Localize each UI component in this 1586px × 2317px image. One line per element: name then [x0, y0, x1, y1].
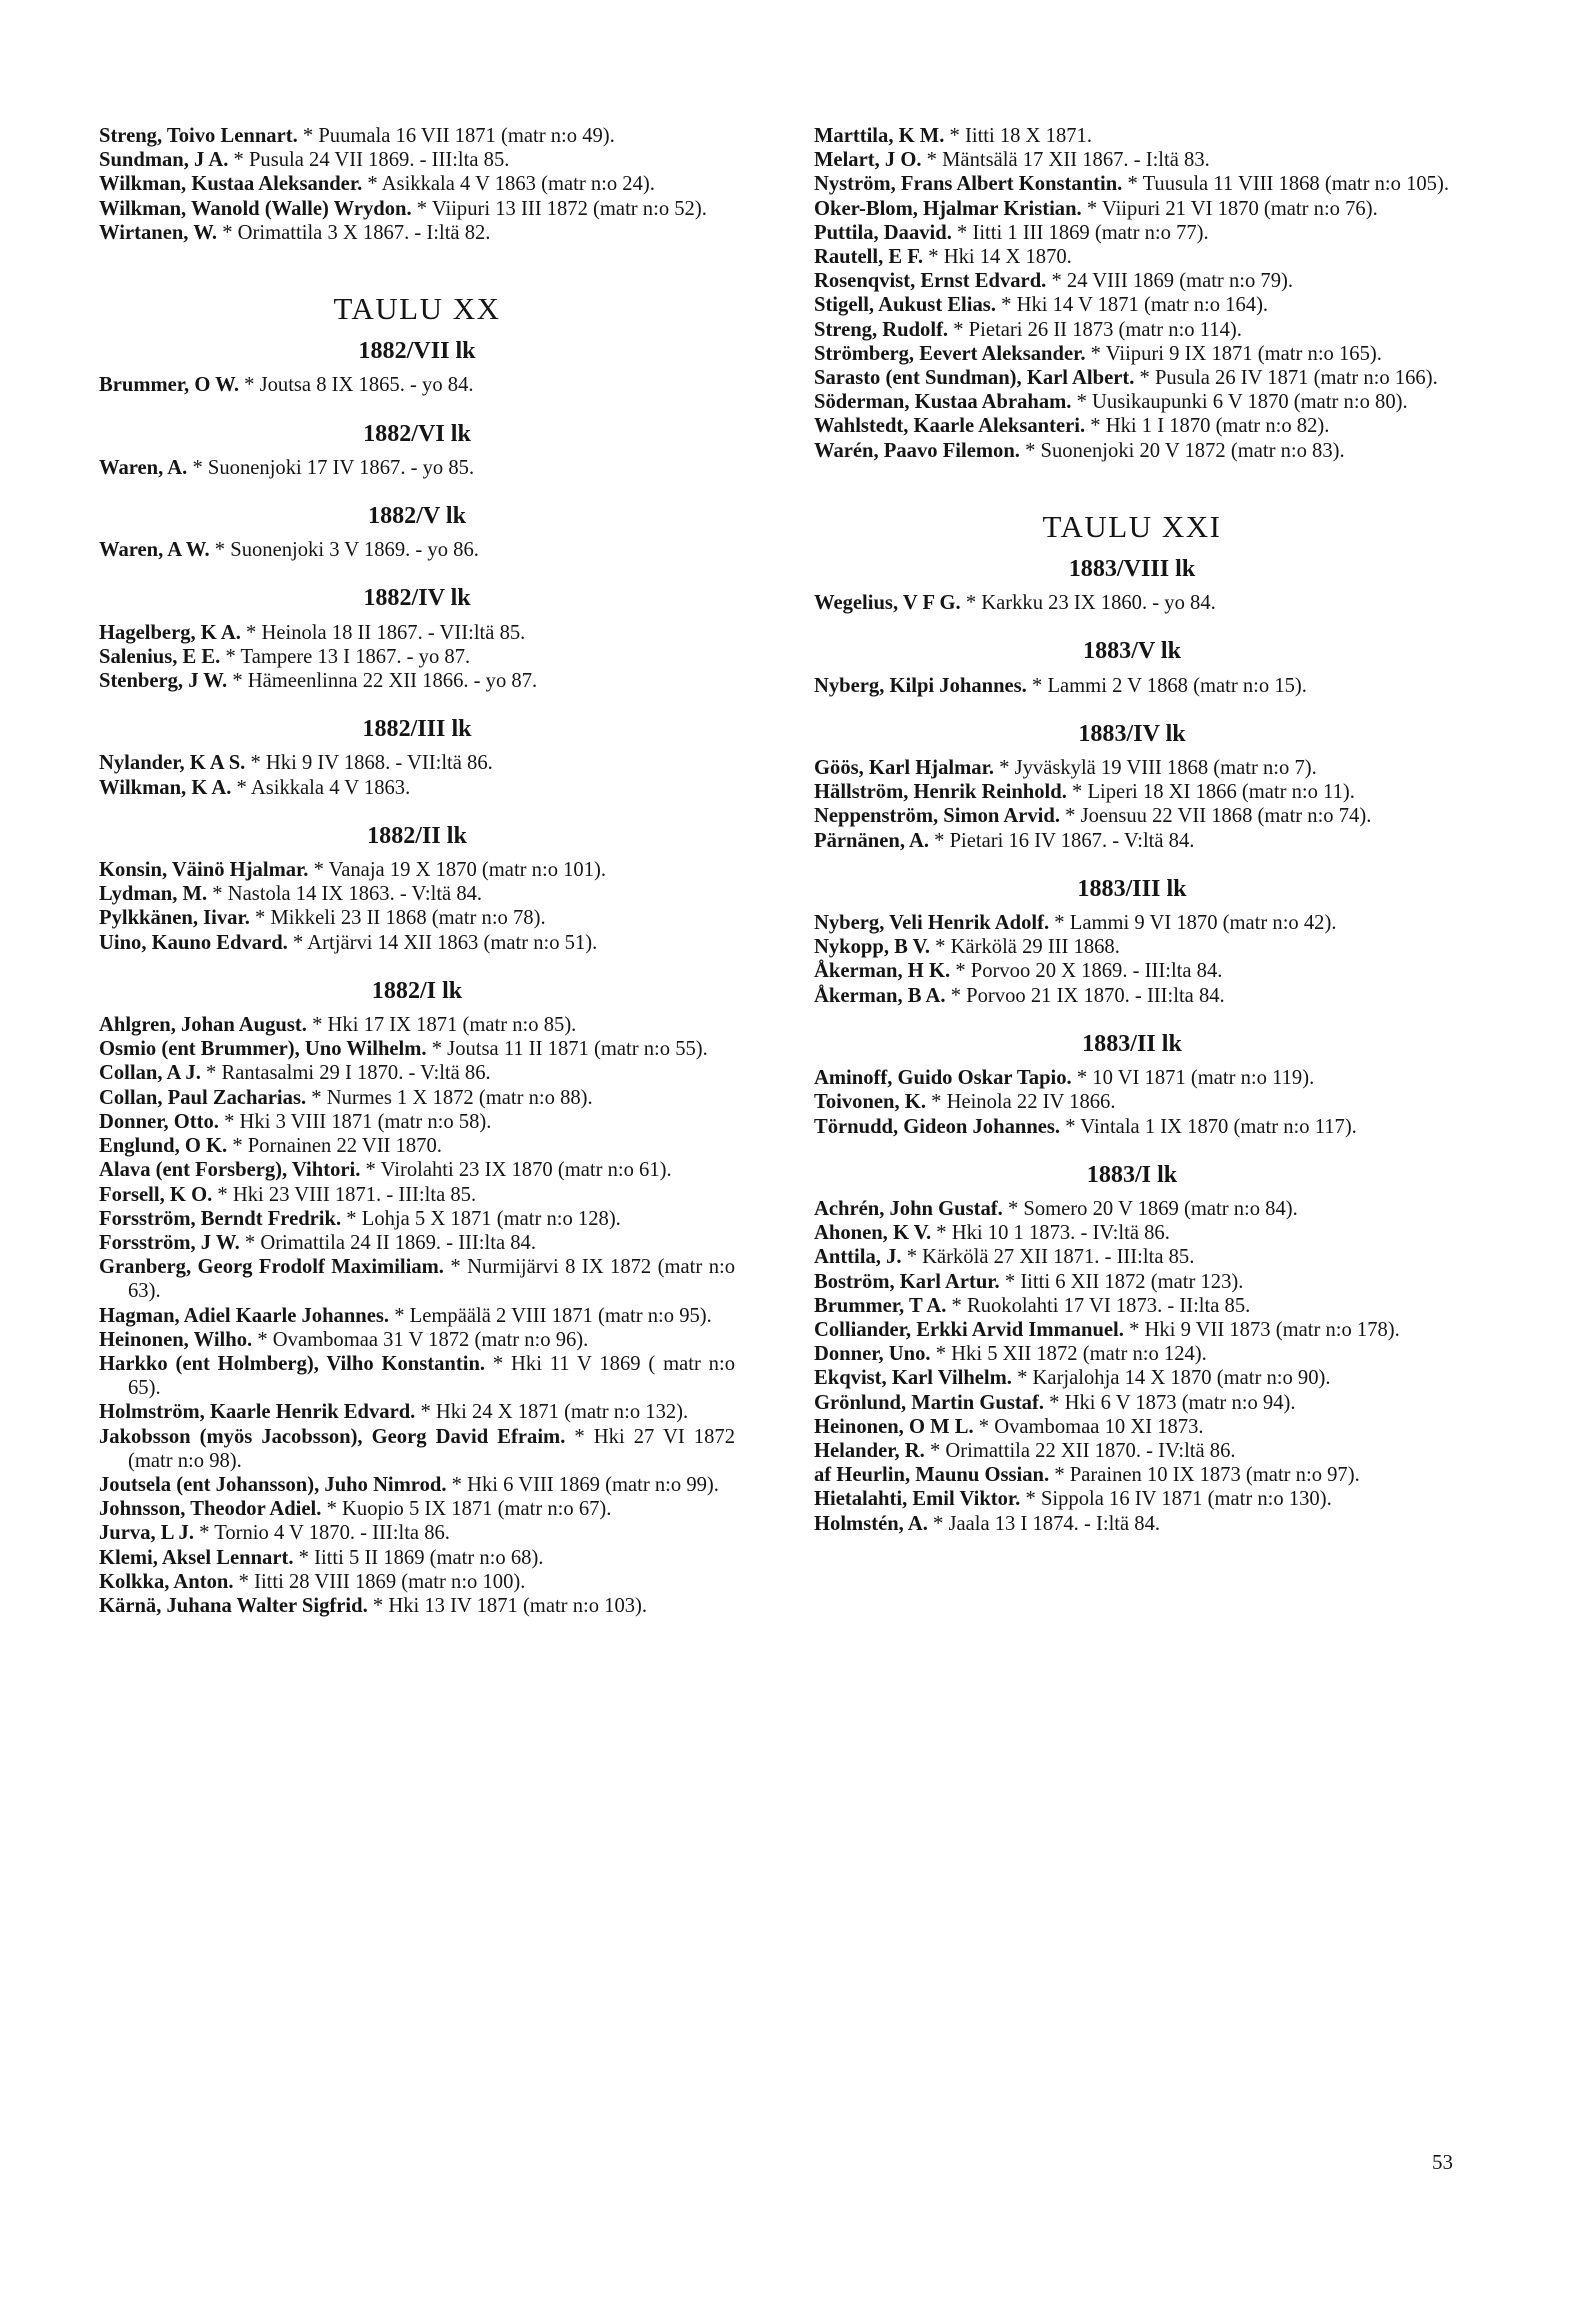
roster-entry	[99, 1231, 735, 1255]
student-details: * Uusikaupunki 6 V 1870 (matr n:o 80).	[1076, 391, 1408, 414]
student-details: * Tuusula 11 VIII 1868 (matr n:o 105).	[1127, 173, 1449, 196]
roster-entry	[99, 776, 735, 800]
student-details: * Artjärvi 14 XII 1863 (matr n:o 51).	[293, 931, 598, 954]
student-name: Brummer, T A.	[814, 1294, 947, 1317]
student-details: * Jaala 13 I 1874. - I:ltä 84.	[933, 1512, 1161, 1535]
student-details: * Hki 9 IV 1868. - VII:ltä 86.	[250, 752, 493, 775]
roster-entry	[814, 1221, 1450, 1245]
roster-entry	[814, 439, 1450, 463]
student-name: Waren, A W.	[99, 539, 210, 562]
student-name: Wahlstedt, Kaarle Aleksanteri.	[814, 415, 1086, 438]
student-details: * Hki 13 IV 1871 (matr n:o 103).	[372, 1594, 648, 1617]
student-name: Åkerman, B A.	[814, 984, 946, 1007]
student-details: * Iitti 5 II 1869 (matr n:o 68).	[298, 1546, 544, 1569]
roster-entry	[99, 373, 735, 397]
roster-entry	[814, 959, 1450, 983]
student-details: * Pusula 26 IV 1871 (matr n:o 166).	[1139, 367, 1438, 390]
roster-entry	[99, 1328, 735, 1352]
student-details: * 24 VIII 1869 (matr n:o 79).	[1051, 270, 1294, 293]
student-name: Anttila, J.	[814, 1246, 902, 1269]
roster-entry	[99, 197, 735, 221]
student-name: Johnsson, Theodor Adiel.	[99, 1498, 322, 1521]
roster-entry	[99, 882, 735, 906]
student-details: * Viipuri 21 VI 1870 (matr n:o 76).	[1086, 197, 1378, 220]
roster-entry	[814, 1439, 1450, 1463]
student-name: Streng, Rudolf.	[814, 318, 949, 341]
student-details: * Somero 20 V 1869 (matr n:o 84).	[1007, 1197, 1298, 1220]
roster-entry	[99, 1521, 735, 1545]
student-details: * Hki 9 VII 1873 (matr n:o 178).	[1129, 1318, 1400, 1341]
student-name: Hällström, Henrik Reinhold.	[814, 781, 1067, 804]
student-details: * Hki 14 V 1871 (matr n:o 164).	[1001, 294, 1269, 317]
roster-entry	[814, 674, 1450, 698]
student-name: Sarasto (ent Sundman), Karl Albert.	[814, 367, 1135, 390]
roster-entry	[814, 124, 1450, 148]
roster-entry	[99, 172, 735, 196]
student-name: Salenius, E E.	[99, 645, 221, 668]
class-heading: 1882/I lk	[371, 977, 463, 1004]
roster-entry	[99, 858, 735, 882]
student-name: Heinonen, O M L.	[814, 1415, 974, 1438]
student-details: * Hki 23 VIII 1871. - III:lta 85.	[217, 1183, 477, 1206]
student-details: * Kärkölä 29 III 1868.	[935, 936, 1120, 959]
student-details: * Orimattila 3 X 1867. - I:ltä 82.	[222, 221, 491, 244]
roster-entry	[814, 1487, 1450, 1511]
student-name: Wilkman, K A.	[99, 776, 232, 799]
student-name: Marttila, K M.	[814, 125, 945, 147]
roster-entry	[814, 1512, 1450, 1536]
student-name: Pylkkänen, Iivar.	[99, 907, 250, 930]
student-name: Helander, R.	[814, 1439, 925, 1462]
student-name: Uino, Kauno Edvard.	[99, 931, 288, 954]
student-details: * Hki 6 VIII 1869 (matr n:o 99).	[451, 1473, 719, 1496]
student-details: * Hki 27 VI 1872 (matr n:o 98).	[128, 1425, 735, 1472]
student-details: * Joensuu 22 VII 1868 (matr n:o 74).	[1065, 805, 1372, 828]
roster-entry	[99, 1352, 735, 1400]
student-name: Achrén, John Gustaf.	[814, 1197, 1003, 1220]
class-heading: 1882/II lk	[367, 822, 467, 849]
roster-entry	[814, 148, 1450, 172]
roster-entry	[99, 906, 735, 930]
roster-entry	[814, 1391, 1450, 1415]
student-details: * Ruokolahti 17 VI 1873. - II:lta 85.	[951, 1294, 1251, 1317]
student-details: * Viipuri 9 IX 1871 (matr n:o 165).	[1090, 342, 1382, 365]
student-name: Hagelberg, K A.	[99, 621, 241, 644]
student-details: * Heinola 22 IV 1866.	[931, 1091, 1116, 1114]
student-details: * Mäntsälä 17 XII 1867. - I:ltä 83.	[926, 149, 1210, 172]
roster-entry	[814, 1197, 1450, 1221]
student-name: Aminoff, Guido Oskar Tapio.	[814, 1067, 1072, 1090]
student-details: * Liperi 18 XI 1866 (matr n:o 11).	[1072, 781, 1355, 804]
roster-entry	[99, 669, 735, 693]
roster-entry	[99, 1473, 735, 1497]
student-details: * Karkku 23 IX 1860. - yo 84.	[965, 592, 1216, 615]
student-name: Ekqvist, Karl Vilhelm.	[814, 1367, 1012, 1390]
roster-entry	[99, 1183, 735, 1207]
student-details: * Parainen 10 IX 1873 (matr n:o 97).	[1054, 1464, 1360, 1487]
student-details: * Hki 11 V 1869 ( matr n:o 65).	[128, 1352, 735, 1400]
roster-entry	[814, 804, 1450, 828]
roster-entry	[99, 1207, 735, 1231]
student-name: Jurva, L J.	[99, 1522, 194, 1545]
student-name: Rosenqvist, Ernst Edvard.	[814, 270, 1047, 293]
student-name: Granberg, Georg Frodolf Maximiliam.	[99, 1256, 444, 1279]
roster-entry	[814, 1366, 1450, 1390]
student-details: * Sippola 16 IV 1871 (matr n:o 130).	[1025, 1488, 1332, 1511]
student-name: Ahlgren, Johan August.	[99, 1014, 307, 1037]
student-name: Waren, A.	[99, 456, 188, 479]
class-heading: 1883/VIII lk	[1068, 556, 1196, 583]
student-details: * Vanaja 19 X 1870 (matr n:o 101).	[313, 859, 607, 882]
student-name: Grönlund, Martin Gustaf.	[814, 1391, 1044, 1414]
student-details: * Karjalohja 14 X 1870 (matr n:o 90).	[1017, 1367, 1331, 1390]
roster-entry	[814, 172, 1450, 196]
student-details: * Lohja 5 X 1871 (matr n:o 128).	[346, 1207, 621, 1230]
student-name: Rautell, E F.	[814, 246, 924, 269]
student-name: Forsell, K O.	[99, 1183, 213, 1206]
roster-entry	[99, 148, 735, 172]
student-name: Neppenström, Simon Arvid.	[814, 805, 1060, 828]
roster-entry	[814, 1270, 1450, 1294]
student-details: * Heinola 18 II 1867. - VII:ltä 85.	[246, 621, 526, 644]
roster-entry	[99, 1304, 735, 1328]
student-details: * Hki 24 X 1871 (matr n:o 132).	[420, 1401, 689, 1424]
student-name: Alava (ent Forsberg), Vihtori.	[99, 1159, 361, 1182]
student-name: Donner, Uno.	[814, 1343, 931, 1366]
roster-entry	[814, 1294, 1450, 1318]
student-name: Nylander, K A S.	[99, 752, 246, 775]
roster-entry	[99, 124, 735, 148]
student-name: Wilkman, Wanold (Walle) Wrydon.	[99, 197, 412, 220]
roster-entry	[814, 1090, 1450, 1114]
student-details: * Suonenjoki 17 IV 1867. - yo 85.	[192, 456, 475, 479]
student-name: Englund, O K.	[99, 1135, 228, 1158]
student-name: Klemi, Aksel Lennart.	[99, 1546, 294, 1569]
student-details: * 10 VI 1871 (matr n:o 119).	[1076, 1067, 1315, 1090]
student-details: * Rantasalmi 29 I 1870. - V:ltä 86.	[206, 1062, 491, 1085]
roster-entry	[814, 591, 1450, 615]
roster-entry	[814, 1245, 1450, 1269]
student-name: Toivonen, K.	[814, 1091, 926, 1114]
student-name: Wilkman, Kustaa Aleksander.	[99, 173, 363, 196]
student-details: * Hämeenlinna 22 XII 1866. - yo 87.	[232, 670, 538, 693]
student-details: * Tampere 13 I 1867. - yo 87.	[225, 645, 471, 668]
student-name: Heinonen, Wilho.	[99, 1328, 253, 1351]
student-details: * Ovambomaa 10 XI 1873.	[978, 1415, 1204, 1438]
student-details: * Hki 10 1 1873. - IV:ltä 86.	[936, 1222, 1170, 1245]
student-details: * Kärkölä 27 XII 1871. - III:lta 85.	[906, 1246, 1195, 1269]
class-heading: 1883/I lk	[1086, 1161, 1178, 1188]
roster-entry	[99, 1497, 735, 1521]
student-name: Puttila, Daavid.	[814, 221, 952, 244]
roster-entry	[99, 538, 735, 562]
student-name: Hagman, Adiel Kaarle Johannes.	[99, 1304, 390, 1327]
student-details: * Kuopio 5 IX 1871 (matr n:o 67).	[326, 1498, 612, 1521]
student-name: Oker-Blom, Hjalmar Kristian.	[814, 197, 1082, 220]
student-name: Brummer, O W.	[99, 374, 239, 397]
roster-entry	[99, 1255, 735, 1303]
roster-entry	[814, 756, 1450, 780]
student-name: Harkko (ent Holmberg), Vilho Konstantin.	[99, 1352, 486, 1375]
student-name: Wirtanen, W.	[99, 221, 218, 244]
student-details: * Hki 1 I 1870 (matr n:o 82).	[1090, 415, 1330, 438]
student-details: * Hki 14 X 1870.	[928, 246, 1072, 269]
roster-entry	[814, 984, 1450, 1008]
student-name: af Heurlin, Maunu Ossian.	[814, 1464, 1050, 1487]
student-name: Joutsela (ent Johansson), Juho Nimrod.	[99, 1473, 447, 1496]
roster-entry	[99, 1086, 735, 1110]
student-name: Göös, Karl Hjalmar.	[814, 757, 994, 780]
student-details: * Nastola 14 IX 1863. - V:ltä 84.	[212, 883, 483, 906]
student-details: * Nurmes 1 X 1872 (matr n:o 88).	[311, 1086, 593, 1109]
student-details: * Porvoo 20 X 1869. - III:lta 84.	[955, 960, 1223, 983]
roster-entry	[814, 366, 1450, 390]
roster-entry	[814, 342, 1450, 366]
student-name: Stenberg, J W.	[99, 670, 228, 693]
roster-entry	[814, 829, 1450, 853]
student-details: * Hki 17 IX 1871 (matr n:o 85).	[312, 1014, 577, 1037]
student-details: * Mikkeli 23 II 1868 (matr n:o 78).	[255, 907, 546, 930]
student-details: * Orimattila 22 XII 1870. - IV:ltä 86.	[929, 1439, 1236, 1462]
roster-entry	[814, 390, 1450, 414]
roster-entry	[814, 1066, 1450, 1090]
page-number: 53	[1432, 2150, 1453, 2174]
student-name: Nyberg, Kilpi Johannes.	[814, 674, 1027, 697]
student-details: * Jyväskylä 19 VIII 1868 (matr n:o 7).	[999, 757, 1317, 780]
student-name: Melart, J O.	[814, 149, 922, 172]
roster-entry	[99, 456, 735, 480]
student-details: * Ovambomaa 31 V 1872 (matr n:o 96).	[257, 1328, 589, 1351]
student-details: * Pornainen 22 VII 1870.	[232, 1135, 442, 1158]
roster-entry	[99, 751, 735, 775]
student-details: * Lammi 2 V 1868 (matr n:o 15).	[1032, 674, 1307, 697]
student-details: * Iitti 1 III 1869 (matr n:o 77).	[957, 221, 1209, 244]
left-column	[99, 124, 735, 1618]
student-details: * Pusula 24 VII 1869. - III:lta 85.	[233, 149, 510, 172]
class-heading: 1883/IV lk	[1078, 720, 1186, 747]
roster-entry	[814, 245, 1450, 269]
student-details: * Tornio 4 V 1870. - III:lta 86.	[199, 1522, 450, 1545]
student-details: * Virolahti 23 IX 1870 (matr n:o 61).	[365, 1159, 672, 1182]
roster-entry	[99, 1570, 735, 1594]
roster-entry	[99, 1013, 735, 1037]
roster-entry	[814, 935, 1450, 959]
student-name: Åkerman, H K.	[814, 960, 951, 983]
student-name: Nyberg, Veli Henrik Adolf.	[814, 912, 1050, 935]
roster-entry	[99, 1594, 735, 1618]
student-name: Forsström, Berndt Fredrik.	[99, 1207, 342, 1230]
student-details: * Hki 5 XII 1872 (matr n:o 124).	[935, 1343, 1207, 1366]
student-name: Strömberg, Eevert Aleksander.	[814, 342, 1086, 365]
class-heading: 1883/II lk	[1082, 1030, 1182, 1057]
student-details: * Pietari 16 IV 1867. - V:ltä 84.	[934, 829, 1195, 852]
roster-entry	[99, 645, 735, 669]
roster-entry	[814, 221, 1450, 245]
roster-entry	[814, 1463, 1450, 1487]
student-details: * Puumala 16 VII 1871 (matr n:o 49).	[302, 125, 615, 147]
student-name: Holmström, Kaarle Henrik Edvard.	[99, 1401, 416, 1424]
class-heading: 1883/III lk	[1077, 875, 1187, 902]
student-details: * Iitti 6 XII 1872 (matr 123).	[1004, 1270, 1244, 1293]
roster-entry	[814, 1415, 1450, 1439]
class-heading: 1882/III lk	[362, 716, 472, 743]
student-details: * Suonenjoki 3 V 1869. - yo 86.	[214, 539, 479, 562]
student-name: Törnudd, Gideon Johannes.	[814, 1115, 1061, 1138]
class-heading: 1883/V lk	[1083, 638, 1181, 665]
student-name: Nykopp, B V.	[814, 936, 930, 959]
roster-entry	[99, 1400, 735, 1424]
class-heading: 1882/V lk	[368, 503, 466, 530]
student-name: Nyström, Frans Albert Konstantin.	[814, 173, 1123, 196]
student-name: Pärnänen, A.	[814, 829, 929, 852]
student-name: Collan, A J.	[99, 1062, 201, 1085]
student-details: * Porvoo 21 IX 1870. - III:lta 84.	[950, 984, 1225, 1007]
roster-entry	[99, 221, 735, 245]
student-name: Sundman, J A.	[99, 149, 229, 172]
student-name: Kärnä, Juhana Walter Sigfrid.	[99, 1594, 368, 1617]
student-name: Forsström, J W.	[99, 1231, 240, 1254]
roster-entry	[814, 780, 1450, 804]
roster-entry	[99, 1158, 735, 1182]
class-heading: 1882/IV lk	[363, 585, 471, 612]
roster-entry	[99, 1037, 735, 1061]
student-name: Boström, Karl Artur.	[814, 1270, 1000, 1293]
roster-entry	[99, 1110, 735, 1134]
student-name: Ahonen, K V.	[814, 1222, 932, 1245]
student-details: * Joutsa 8 IX 1865. - yo 84.	[244, 374, 474, 397]
student-name: Hietalahti, Emil Viktor.	[814, 1488, 1021, 1511]
student-details: * Suonenjoki 20 V 1872 (matr n:o 83).	[1025, 439, 1345, 462]
student-details: * Asikkala 4 V 1863 (matr n:o 24).	[367, 173, 655, 196]
table-heading: TAULU XX	[333, 291, 501, 327]
class-heading: 1882/VI lk	[363, 420, 471, 447]
student-name: Söderman, Kustaa Abraham.	[814, 391, 1072, 414]
student-name: Streng, Toivo Lennart.	[99, 125, 298, 147]
roster-entry	[99, 621, 735, 645]
student-name: Wegelius, V F G.	[814, 592, 961, 615]
roster-entry	[814, 414, 1450, 438]
student-name: Donner, Otto.	[99, 1110, 219, 1133]
class-heading: 1882/VII lk	[358, 338, 476, 365]
student-details: * Vintala 1 IX 1870 (matr n:o 117).	[1065, 1115, 1357, 1138]
student-details: * Orimattila 24 II 1869. - III:lta 84.	[244, 1231, 536, 1254]
student-details: * Lempäälä 2 VIII 1871 (matr n:o 95).	[394, 1304, 712, 1327]
roster-entry	[814, 318, 1450, 342]
roster-entry	[99, 1061, 735, 1085]
roster-entry	[814, 197, 1450, 221]
roster-entry	[814, 911, 1450, 935]
student-name: Jakobsson (myös Jacobsson), Georg David Efraim.	[99, 1425, 566, 1448]
roster-entry	[814, 293, 1450, 317]
right-column	[814, 124, 1450, 1536]
roster-entry	[99, 1546, 735, 1570]
student-name: Osmio (ent Brummer), Uno Wilhelm.	[99, 1038, 427, 1061]
student-name: Stigell, Aukust Elias.	[814, 294, 996, 317]
student-details: * Iitti 28 VIII 1869 (matr n:o 100).	[238, 1570, 526, 1593]
roster-entry	[99, 931, 735, 955]
student-details: * Viipuri 13 III 1872 (matr n:o 52).	[416, 197, 707, 220]
student-details: * Pietari 26 II 1873 (matr n:o 114).	[953, 318, 1242, 341]
student-details: * Nurmijärvi 8 IX 1872 (matr n:o 63).	[128, 1256, 736, 1303]
student-name: Holmstén, A.	[814, 1512, 928, 1535]
student-details: * Joutsa 11 II 1871 (matr n:o 55).	[431, 1038, 708, 1061]
student-name: Konsin, Väinö Hjalmar.	[99, 859, 309, 882]
student-details: * Hki 3 VIII 1871 (matr n:o 58).	[224, 1110, 492, 1133]
roster-entry	[814, 1342, 1450, 1366]
student-name: Warén, Paavo Filemon.	[814, 439, 1020, 462]
student-details: * Iitti 18 X 1871.	[949, 125, 1092, 147]
student-name: Lydman, M.	[99, 883, 208, 906]
student-details: * Hki 6 V 1873 (matr n:o 94).	[1049, 1391, 1296, 1414]
roster-entry	[99, 1425, 735, 1473]
roster-entry	[814, 269, 1450, 293]
student-name: Colliander, Erkki Arvid Immanuel.	[814, 1318, 1124, 1341]
roster-entry	[99, 1134, 735, 1158]
student-name: Collan, Paul Zacharias.	[99, 1086, 307, 1109]
roster-entry	[814, 1115, 1450, 1139]
student-details: * Asikkala 4 V 1863.	[236, 776, 411, 799]
student-name: Kolkka, Anton.	[99, 1570, 234, 1593]
table-heading: TAULU XXI	[1042, 508, 1222, 544]
student-details: * Lammi 9 VI 1870 (matr n:o 42).	[1054, 912, 1337, 935]
roster-entry	[814, 1318, 1450, 1342]
